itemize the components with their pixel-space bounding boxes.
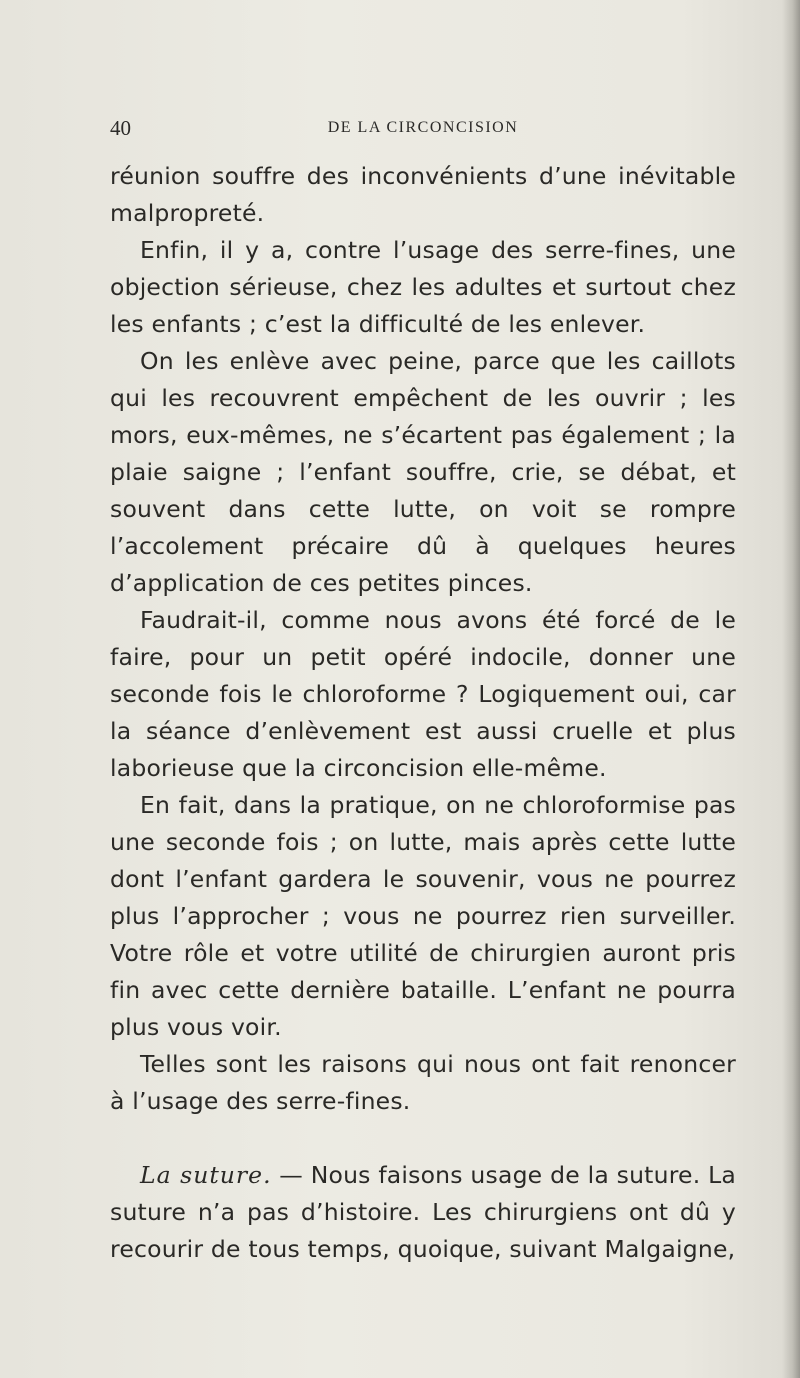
running-title: DE LA CIRCONCISION	[327, 119, 519, 136]
running-head	[110, 116, 736, 140]
paragraph: Enfin, il y a, contre l’usage des serre-fines, une objection sérieuse, chez les adultes et surtout chez les enfants ; c’est la difficulté de les enlever.	[110, 236, 736, 338]
paragraph-continued: réunion souffre des inconvénients d’une inévitable malpropreté.	[110, 162, 736, 227]
paragraph: Telles sont les raisons qui nous ont fait renoncer à l’usage des serre-fines.	[110, 1050, 736, 1115]
section-text: — Nous faisons usage de la suture. La suture n’a pas d’histoire. Les chirurgiens ont dû y recourir de tous temps, quoique, suivant Malgaigne,	[110, 1161, 736, 1263]
section-heading: La suture.	[140, 1161, 272, 1189]
page-edge-shadow	[782, 0, 800, 1378]
body-text	[110, 158, 736, 1268]
paragraph: En fait, dans la pratique, on ne chloroformise pas une seconde fois ; on lutte, mais après cette lutte dont l’enfant gardera le souvenir, vous ne pourrez plus l’approcher ; vous ne pourrez rien surveiller. Votre rôle et votre utilité de chirurgien auront pris fin avec cette dernière bataille. L’enfant ne pourra plus vous voir.	[110, 791, 736, 1041]
page-number: 40	[110, 116, 131, 140]
paragraph: On les enlève avec peine, parce que les caillots qui les recouvrent empêchent de les ouvrir ; les mors, eux-mêmes, ne s’écartent pas également ; la plaie saigne ; l’enfant souffre, crie, se débat, et souvent dans cette lutte, on voit se rompre l’accolement précaire dû à quelques heures d’application de ces petites pinces.	[110, 347, 736, 597]
paragraph: Faudrait-il, comme nous avons été forcé de le faire, pour un petit opéré indocile, donner une seconde fois le chloroforme ? Logiquement oui, car la séance d’enlèvement est aussi cruelle et plus laborieuse que la circoncision elle-même.	[110, 606, 736, 782]
section-paragraph	[110, 1157, 736, 1268]
